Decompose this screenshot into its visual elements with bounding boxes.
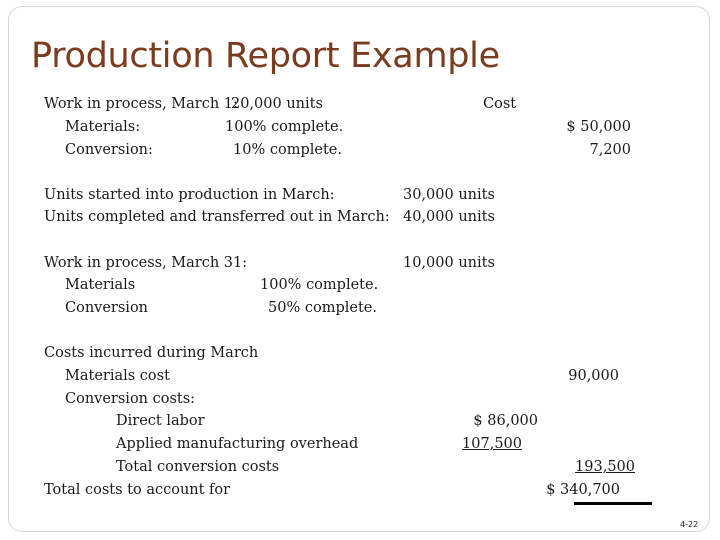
direct-labor-value: $ 86,000 <box>473 413 538 429</box>
slide-number: 4-22 <box>680 520 699 529</box>
units-completed-label: Units completed and transferred out in March: <box>44 209 390 225</box>
units-started-value: 30,000 units <box>403 187 495 203</box>
wip-end-conversion-label: Conversion <box>65 300 149 316</box>
wip-end-materials-pct: 100% complete. <box>260 277 379 293</box>
wip-begin-units: 20,000 units <box>231 96 323 112</box>
wip-begin-materials-pct: 100% complete. <box>225 119 344 135</box>
costs-label: Costs incurred during March <box>44 345 259 361</box>
total-conversion-label: Total conversion costs <box>116 459 280 475</box>
total-conversion-value: 193,500 <box>575 459 635 475</box>
units-started-label: Units started into production in March: <box>44 187 335 203</box>
wip-begin-conversion-cost: 7,200 <box>589 142 631 158</box>
wip-end-units: 10,000 units <box>403 255 495 271</box>
cost-header: Cost <box>483 96 517 112</box>
wip-begin-conversion-label: Conversion: <box>65 142 153 158</box>
wip-begin-conversion-pct: 10% complete. <box>233 142 342 158</box>
double-underline-rule <box>574 502 652 505</box>
materials-cost-label: Materials cost <box>65 368 170 384</box>
wip-end-label: Work in process, March 31: <box>44 255 248 271</box>
wip-begin-materials-cost: $ 50,000 <box>566 119 631 135</box>
overhead-label: Applied manufacturing overhead <box>116 436 359 452</box>
total-costs-value: $ 340,700 <box>546 482 620 498</box>
conversion-costs-label: Conversion costs: <box>65 391 196 407</box>
materials-cost-value: 90,000 <box>568 368 619 384</box>
units-completed-value: 40,000 units <box>403 209 495 225</box>
overhead-value: 107,500 <box>462 436 522 452</box>
wip-begin-materials-label: Materials: <box>65 119 141 135</box>
total-costs-label: Total costs to account for <box>44 482 231 498</box>
wip-end-conversion-pct: 50% complete. <box>268 300 377 316</box>
direct-labor-label: Direct labor <box>116 413 205 429</box>
slide-title: Production Report Example <box>31 36 500 76</box>
wip-end-materials-label: Materials <box>65 277 136 293</box>
wip-begin-label: Work in process, March 1: <box>44 96 238 112</box>
